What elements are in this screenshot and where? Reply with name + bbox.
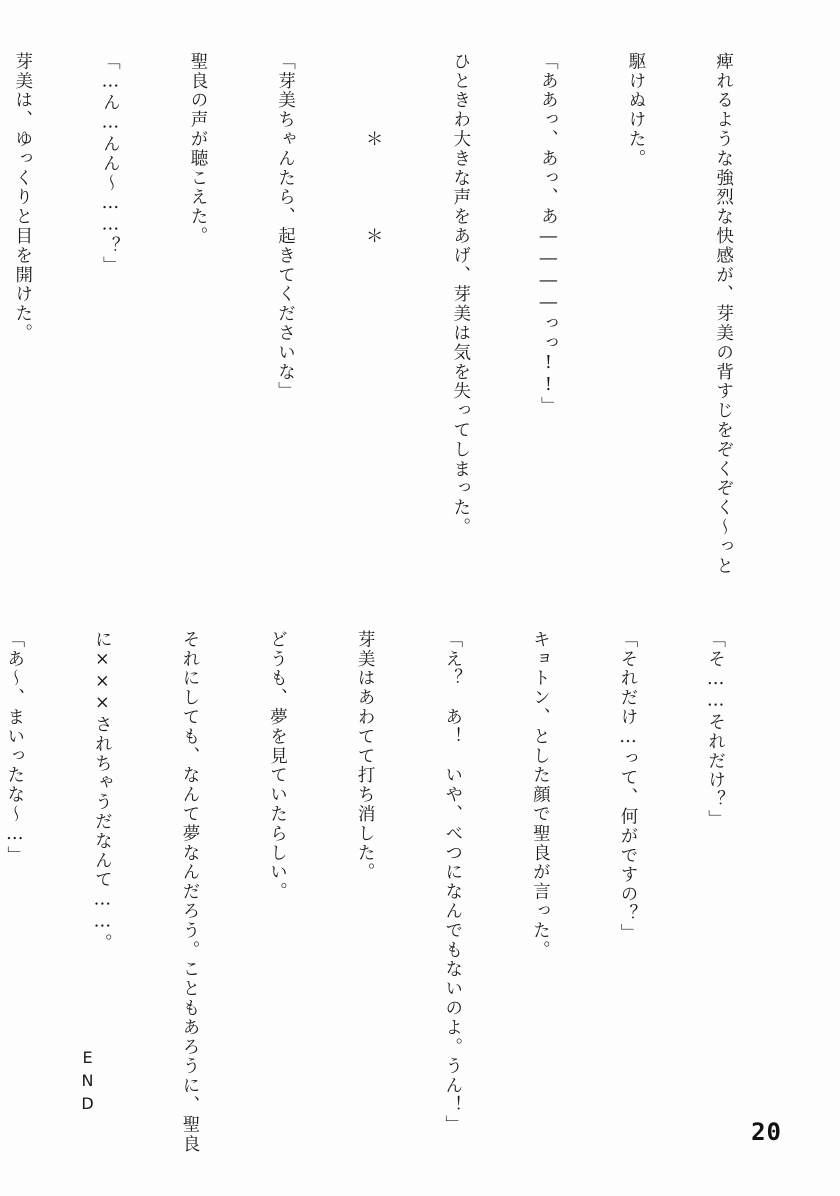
text-line: どうも、夢を見ていたらしい。 — [267, 630, 288, 902]
text-line: 「そ……それだけ？」 — [705, 630, 726, 829]
text-line: 芽美はあわてて打ち消した。 — [355, 630, 376, 883]
text-line: 「あ〜、まいったな〜…」 — [4, 630, 25, 866]
text-line: 痺れるような強烈な快感が、芽美の背すじをぞくぞく〜っと — [713, 52, 734, 576]
text-line: 聖良の声が聴こえた。 — [187, 52, 208, 246]
text-line: 駆けぬけた。 — [625, 52, 646, 169]
text-line: 「それだけ…って、何がですの？」 — [617, 630, 638, 943]
top-text-block — [0, 52, 796, 576]
text-line: 芽美は、ゆっくりと目を開けた。 — [12, 52, 33, 343]
text-line: ひときわ大きな声をあげ、芽美は気を失ってしまった。 — [450, 52, 471, 537]
page-number: 20 — [751, 1118, 782, 1146]
text-line: 「芽美ちゃんたら、起きてくださいな」 — [275, 52, 296, 402]
text-line: 「ああっ、あっ、あ――――っっ!!」 — [538, 52, 559, 417]
text-line: それにしても、なんて夢なんだろう。こともあろうに、聖良 — [179, 630, 200, 1154]
text-line: キョトン、とした顔で聖良が言った。 — [530, 630, 551, 960]
end-mark: END — [78, 1048, 97, 1117]
text-line: 「え？ あ！ いや、べつになんでもないのよ。うん！」 — [442, 630, 463, 1135]
text-line: 「…ん…んん〜……？」 — [100, 52, 121, 276]
scene-break: ＊ ＊ — [363, 52, 384, 246]
text-line: に×××されちゃうだなんて……。 — [92, 630, 113, 953]
